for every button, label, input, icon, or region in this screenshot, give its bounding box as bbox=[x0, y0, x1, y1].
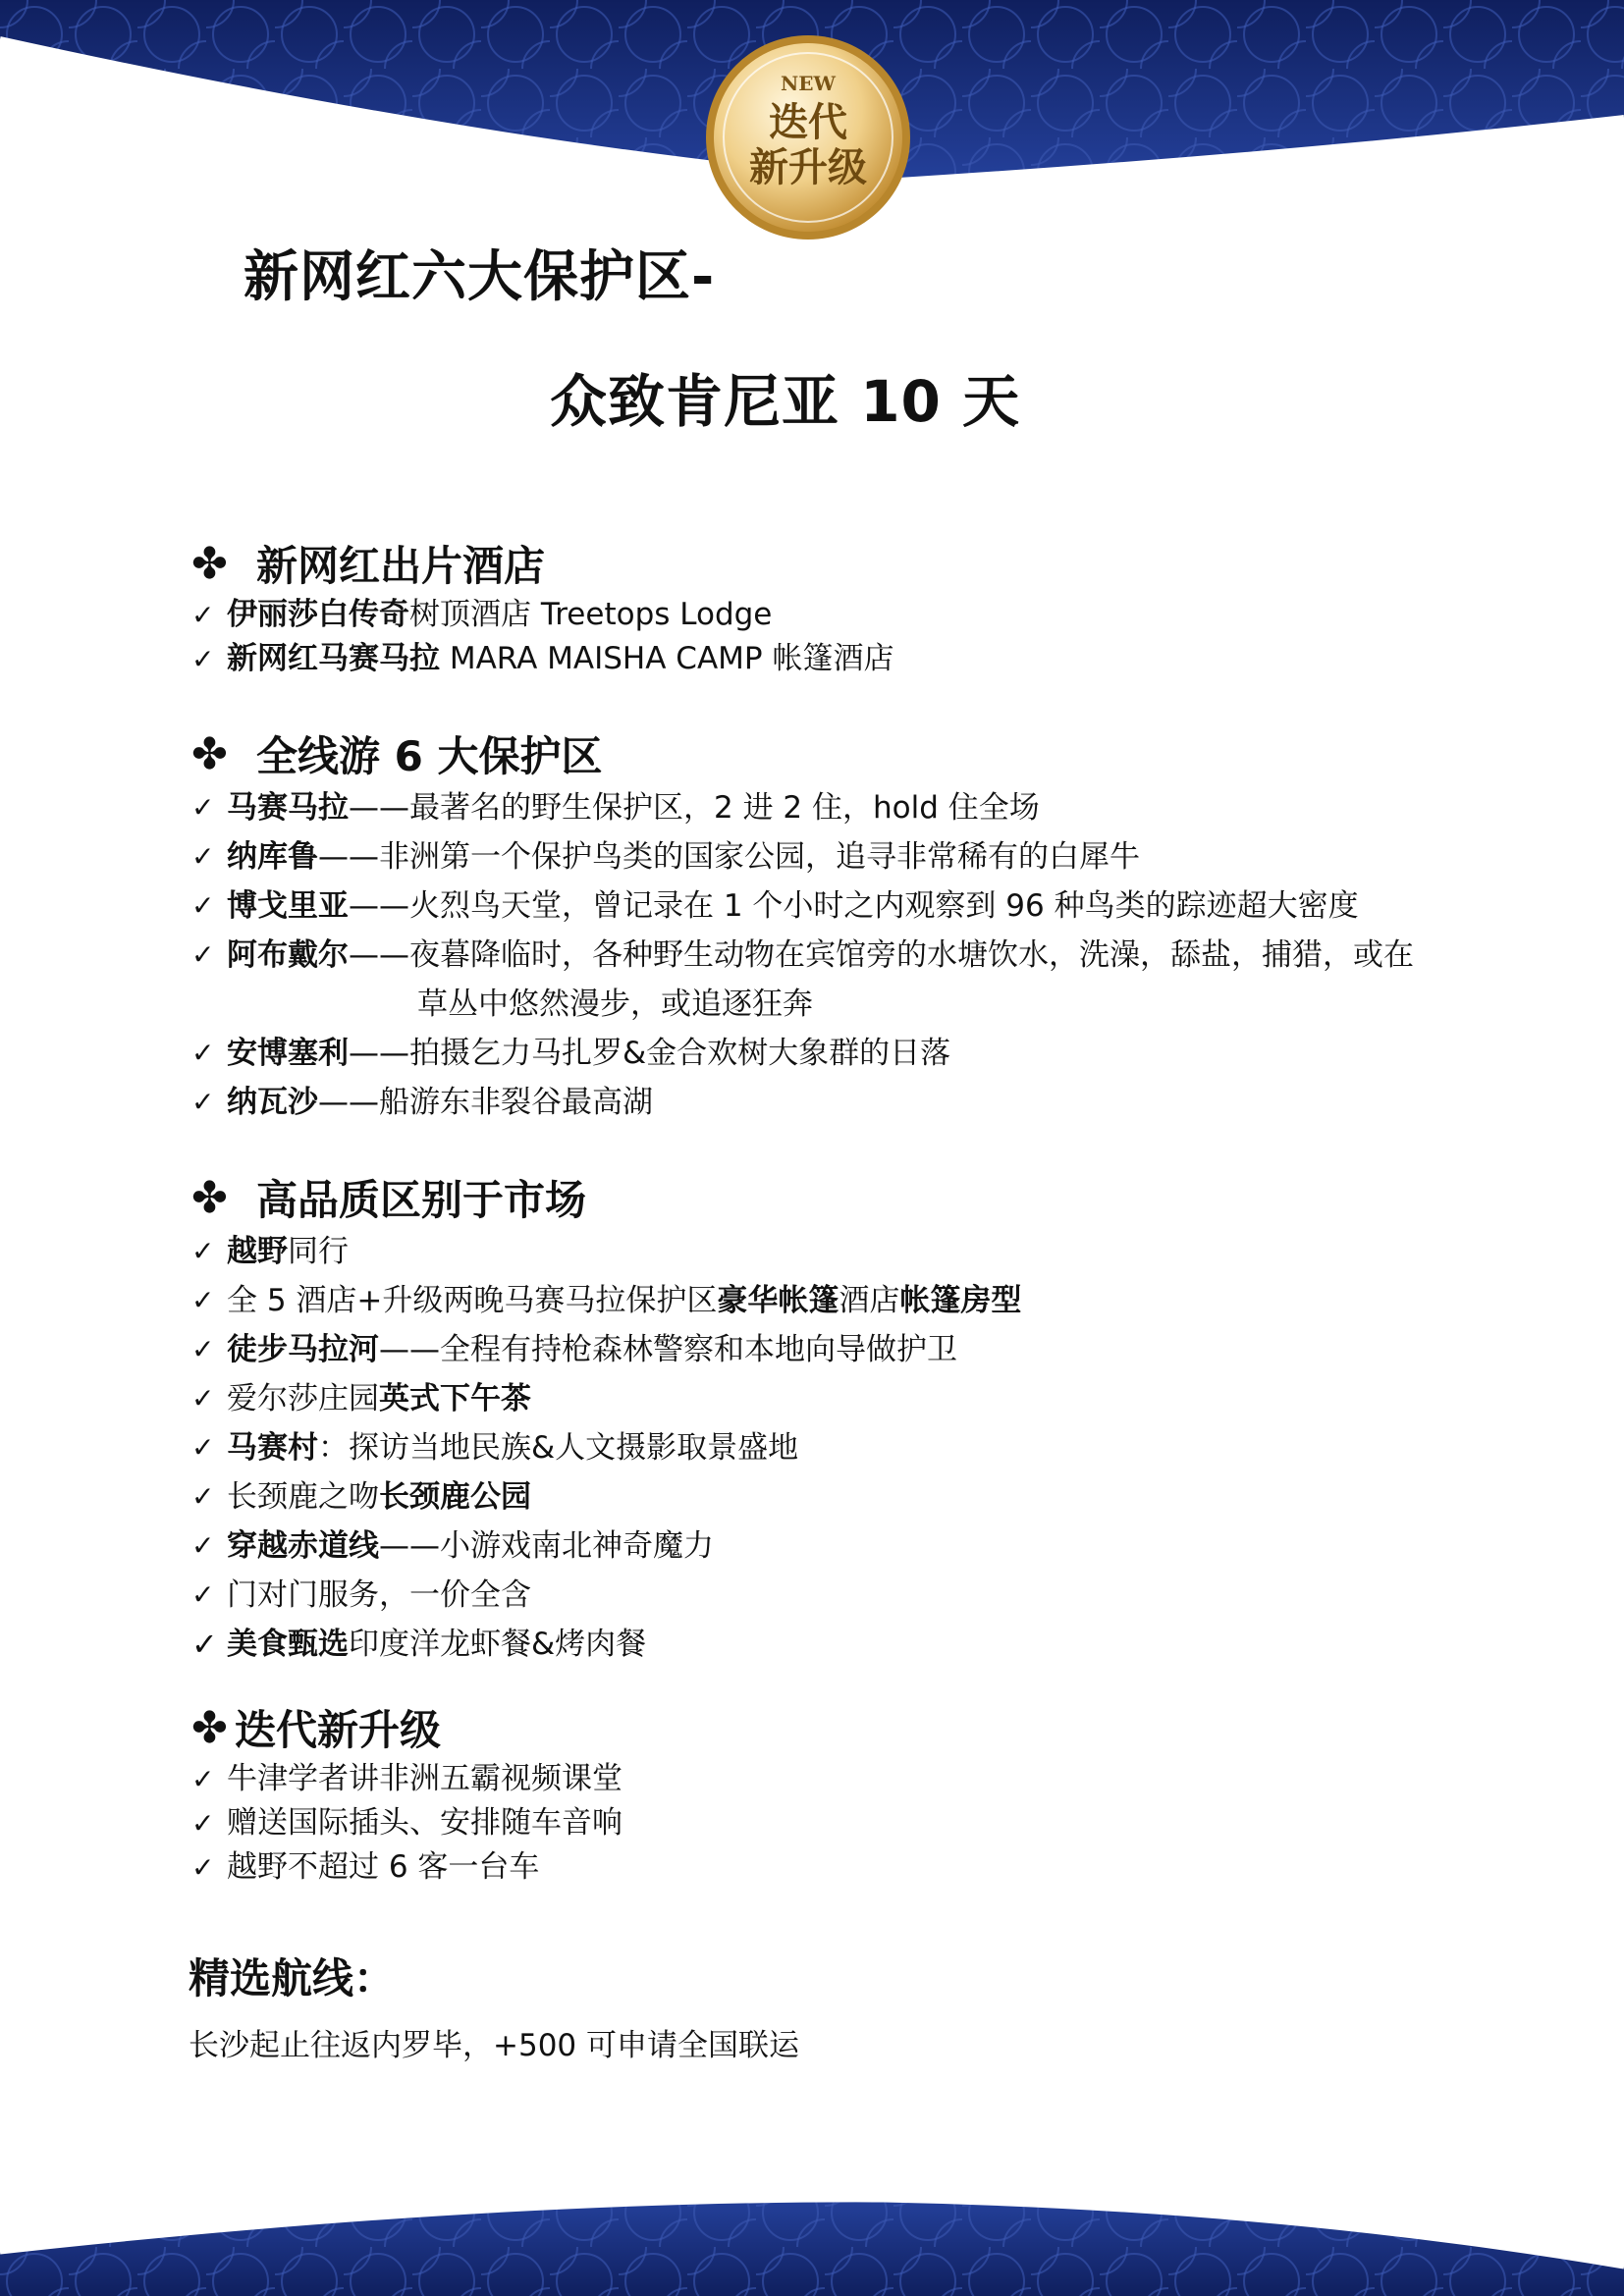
check-icon: ✓ bbox=[191, 1763, 215, 1795]
badge-line2: 新升级 bbox=[749, 144, 867, 190]
check-icon: ✓ bbox=[191, 1529, 215, 1562]
section-title: 迭代新升级 bbox=[235, 1706, 442, 1754]
section-upgrades bbox=[191, 1698, 623, 1890]
list-item: ✓ 长颈鹿之吻长颈鹿公园 bbox=[191, 1472, 1021, 1522]
check-icon: ✓ bbox=[191, 1807, 215, 1840]
section-title: 新网红出片酒店 bbox=[256, 542, 546, 590]
check-icon: ✓ bbox=[191, 1284, 215, 1316]
clover-icon: ✤ bbox=[191, 728, 228, 779]
list-item: ✓ 越野不超过 6 客一台车 bbox=[191, 1845, 623, 1890]
list-item: ✓ 伊丽莎白传奇树顶酒店 Treetops Lodge bbox=[191, 593, 893, 637]
list-item: ✓ 美食甄选印度洋龙虾餐&烤肉餐 bbox=[191, 1620, 1021, 1669]
section-quality bbox=[191, 1168, 1021, 1669]
new-upgrade-badge bbox=[700, 29, 916, 245]
section-heading bbox=[191, 724, 1414, 783]
list-item: ✓ 穿越赤道线——小游戏南北神奇魔力 bbox=[191, 1522, 1021, 1571]
check-icon: ✓ bbox=[191, 791, 215, 824]
list-item: ✓ 阿布戴尔——夜暮降临时，各种野生动物在宾馆旁的水塘饮水，洗澡，舔盐，捕猎，或在 草丛中悠然漫步，或追逐狂奔 bbox=[191, 931, 1414, 1029]
page-title-line1: 新网红六大保护区- bbox=[244, 245, 716, 309]
check-icon: ✓ bbox=[191, 1382, 215, 1415]
list-item: ✓ 纳瓦沙——船游东非裂谷最高湖 bbox=[191, 1078, 1414, 1127]
clover-icon: ✤ bbox=[191, 538, 228, 589]
list-item: ✓ 全 5 酒店+升级两晚马赛马拉保护区豪华帐篷酒店帐篷房型 bbox=[191, 1276, 1021, 1325]
section-reserves bbox=[191, 724, 1414, 1127]
badge-new-text: NEW bbox=[781, 72, 836, 95]
section-heading bbox=[191, 1698, 623, 1757]
check-icon: ✓ bbox=[191, 1851, 215, 1884]
list-item: ✓ 徒步马拉河——全程有持枪森林警察和本地向导做护卫 bbox=[191, 1325, 1021, 1374]
list-item: ✓ 马赛马拉——最著名的野生保护区，2 进 2 住，hold 住全场 bbox=[191, 783, 1414, 832]
clover-icon: ✤ bbox=[191, 1172, 228, 1223]
route-text: 长沙起止往返内罗毕，+500 可申请全国联运 bbox=[189, 2028, 799, 2063]
check-icon: ✓ bbox=[191, 599, 215, 631]
section-heading bbox=[191, 534, 893, 593]
badge-line1: 迭代 bbox=[769, 99, 847, 145]
page-title-line2: 众致肯尼亚 10 天 bbox=[550, 368, 1021, 435]
check-icon: ✓ bbox=[191, 643, 215, 675]
list-item: ✓ 牛津学者讲非洲五霸视频课堂 bbox=[191, 1757, 623, 1801]
check-icon: ✓ bbox=[191, 1626, 218, 1663]
check-icon: ✓ bbox=[191, 1578, 215, 1611]
list-item: ✓ 新网红马赛马拉 MARA MAISHA CAMP 帐篷酒店 bbox=[191, 637, 893, 681]
footer-wave-band bbox=[0, 2178, 1624, 2296]
clover-icon: ✤ bbox=[191, 1702, 228, 1753]
check-icon: ✓ bbox=[191, 1037, 215, 1069]
section-hotels bbox=[191, 534, 893, 681]
check-icon: ✓ bbox=[191, 840, 215, 873]
section-title: 全线游 6 大保护区 bbox=[256, 732, 603, 780]
check-icon: ✓ bbox=[191, 1431, 215, 1464]
check-icon: ✓ bbox=[191, 889, 215, 922]
list-item: ✓ 赠送国际插头、安排随车音响 bbox=[191, 1801, 623, 1845]
check-icon: ✓ bbox=[191, 938, 215, 971]
check-icon: ✓ bbox=[191, 1086, 215, 1118]
list-item: ✓ 安博塞利——拍摄乞力马扎罗&金合欢树大象群的日落 bbox=[191, 1029, 1414, 1078]
section-title: 高品质区别于市场 bbox=[256, 1176, 587, 1224]
list-item: ✓ 纳库鲁——非洲第一个保护鸟类的国家公园，追寻非常稀有的白犀牛 bbox=[191, 832, 1414, 881]
list-item: ✓ 门对门服务，一价全含 bbox=[191, 1571, 1021, 1620]
check-icon: ✓ bbox=[191, 1235, 215, 1267]
list-item: ✓ 爱尔莎庄园英式下午茶 bbox=[191, 1374, 1021, 1423]
route-title: 精选航线： bbox=[189, 1954, 396, 2002]
section-heading bbox=[191, 1168, 1021, 1227]
list-item: ✓ 越野同行 bbox=[191, 1227, 1021, 1276]
list-item: ✓ 博戈里亚——火烈鸟天堂，曾记录在 1 个小时之内观察到 96 种鸟类的踪迹超大密度 bbox=[191, 881, 1414, 931]
check-icon: ✓ bbox=[191, 1480, 215, 1513]
check-icon: ✓ bbox=[191, 1333, 215, 1365]
list-item: ✓ 马赛村：探访当地民族&人文摄影取景盛地 bbox=[191, 1423, 1021, 1472]
